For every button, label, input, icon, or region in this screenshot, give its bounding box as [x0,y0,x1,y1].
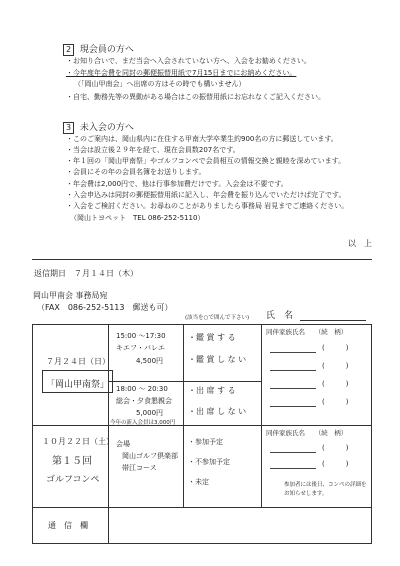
grid-line [32,425,372,426]
reply-fax: （FAX 086-252-5113 郵送も可） [37,303,173,312]
part2-time: 18:00 〜 20:30 [116,385,168,393]
grid-line [108,324,109,507]
section3-title: 未入会の方へ [79,123,134,133]
companion-row[interactable]: ( ) [270,380,348,389]
event2-date: １０月２２日（土） [42,437,114,446]
venue-line1: 岡山ゴルフ倶楽部 [122,452,178,460]
golf-note: お知らせします。 [284,491,328,497]
part2-option-decline[interactable]: ・出 席 し な い [188,407,247,416]
golf-option-undecided[interactable]: ・未定 [188,478,209,486]
companion-row[interactable]: ( ) [270,398,348,407]
part1-option-attend[interactable]: ・鑑 賞 す る [188,333,236,342]
reply-to: 岡山甲南会 事務局宛 [33,291,108,300]
companion-row[interactable]: ( ) [270,444,348,453]
section2-bullet-fee: ・今年度年会費を同封の郵便振替用紙で7月15日までにお納めください。 [66,69,297,77]
reply-deadline: 返信期日 ７月１４日（木） [34,269,138,278]
companion-row[interactable]: ( ) [270,460,348,469]
venue-label: 会場 [116,440,130,448]
part1-option-decline[interactable]: ・鑑 賞 し な い [188,355,247,364]
name-label: 氏 名 [266,311,294,321]
section2-title: 現会員の方へ [79,45,134,55]
grid-line [108,507,109,544]
section3-bullet: ・このご案内は、岡山県内に在住する甲南大学卒業生約900名の方に郵送しています。 [66,135,338,143]
section3-bullet: （岡山トヨペット TEL 086-252-5110） [70,214,205,222]
companion-header: 同伴家族氏名 （続 柄） [266,328,348,336]
event1-date: ７月２４日（日） [46,357,110,366]
part1-title: キエフ・バレエ [116,344,165,352]
name-field[interactable] [300,320,366,321]
section3-bullet: ・入会をご検討ください。お尋ねのことがありましたら事務局 岩見までご連絡ください。 [66,202,349,210]
divider [32,259,372,260]
part1-fee: 4,500円 [136,357,164,365]
section3-bullet: ・年１回の「岡山甲南祭」やゴルフコンペで会員相互の情報交換と親睦を深めています。 [66,157,346,165]
section2-bullet: ・お知り合いで、まだ当会へ入会されていない方へ、入会をお勧めください。 [66,57,311,65]
part2-option-attend[interactable]: ・出 席 す る [188,386,236,395]
event2-name: ゴルフコンペ [46,475,100,485]
venue-line2: 帯江コース [122,464,157,472]
event2-ordinal: 第１５回 [52,456,92,467]
section3-bullet: ・入会申込みは同封の郵便振替用紙に記入し、年会費を振り込んでいただけば完了です。 [66,191,346,199]
golf-option-decline[interactable]: ・不参加予定 [188,458,230,466]
golf-option-join[interactable]: ・参加予定 [188,438,223,446]
grid-line [108,381,261,382]
part1-time: 15:00 〜17:30 [116,332,166,340]
comm-field[interactable] [110,509,370,542]
comm-label: 通 信 欄 [48,521,88,530]
grid-line [261,324,262,507]
event1-name: 「岡山甲南祭」 [46,380,110,390]
section3-number: 3 [63,122,74,134]
section2-heading [63,42,134,56]
grid-line [32,507,372,508]
part2-note: 今年の新入会員は3,000円 [110,420,176,426]
section2-bullet: （「岡山甲南会」へ出席の方はその時でも構いません） [74,80,246,88]
section3-bullet: ・当会は設立後２９年を経て、現在会員数207名です。 [66,146,240,154]
section3-bullet: ・会員にその年の会員名簿をお送りします。 [66,168,206,176]
section2-number: 2 [63,44,74,56]
section3-bullet: ・年会費は2,000円で、他は行事参加費だけです。入会金は不要です。 [66,180,288,188]
section2-bullet: ・自宅、勤務先等の異動がある場合はこの振替用紙にお忘れなくご記入ください。 [66,93,325,101]
event1-name-box [42,370,113,393]
part2-title: 総会・夕食懇親会 [116,397,172,405]
golf-note: 参加者には後日、コンペの詳細を [284,482,367,488]
closing-text: 以 上 [348,239,372,248]
section3-heading [63,120,134,134]
companion-row[interactable]: ( ) [270,344,348,353]
grid-line [183,324,184,507]
companion-header: 同伴家族氏名 （続 柄） [266,429,348,437]
companion-row[interactable]: ( ) [270,362,348,371]
section2-bullet [66,69,296,78]
part2-fee: 5,000円 [136,409,164,417]
reply-instruction: (該当を○で囲んで下さい) [185,315,250,321]
